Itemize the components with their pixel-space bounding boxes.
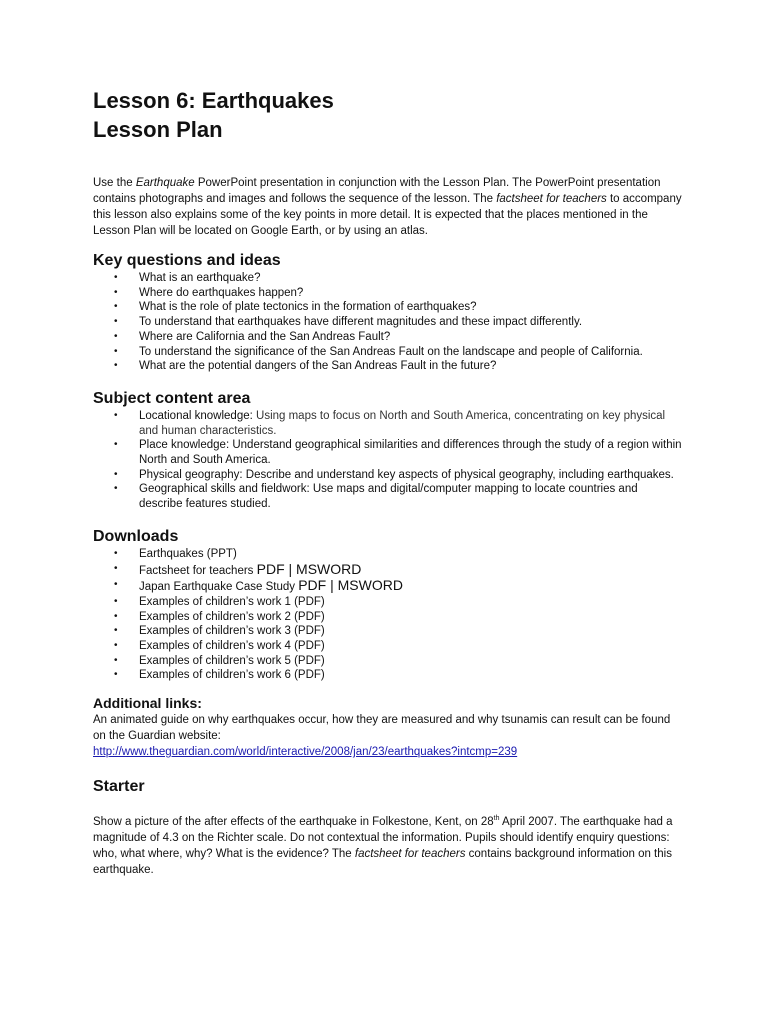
starter-superscript: th: [493, 815, 500, 823]
factsheet-pdf-link[interactable]: PDF: [256, 560, 285, 577]
item-label: Geographical skills and fieldwork:: [139, 483, 310, 496]
list-item: • Where are California and the San Andreas Fault?: [93, 330, 683, 345]
subject-content-list: [93, 409, 683, 512]
document-page: [93, 86, 683, 878]
download-factsheet: [93, 562, 683, 579]
intro-paragraph: [93, 175, 683, 239]
guardian-link[interactable]: http://www.theguardian.com/world/interactive/2008/jan/23/earthquakes?intcmp=239: [93, 746, 518, 759]
downloads-heading: Downloads: [93, 527, 179, 545]
japan-msword-link[interactable]: MSWORD: [337, 577, 403, 594]
japan-pdf-link[interactable]: PDF: [298, 577, 327, 594]
list-item: [93, 468, 683, 483]
starter-text-3: contains background information on this earthquake.: [93, 848, 672, 877]
additional-links-description: An animated guide on why earthquakes occur, how they are measured and why tsunamis can result can be found on the Guardian website:: [93, 714, 671, 743]
factsheet-msword-link[interactable]: MSWORD: [296, 560, 362, 577]
japan-label: Japan Earthquake Case Study: [139, 581, 299, 594]
download-example-work[interactable]: • Examples of children’s work 4 (PDF): [93, 639, 683, 654]
intro-text-2: PowerPoint presentation in conjunction with the Lesson Plan. The PowerPoint presentation contains photographs and images and follows the sequence of the lesson. The: [93, 177, 661, 205]
list-item: [93, 409, 683, 438]
page-title: [93, 86, 683, 144]
intro-text-3: to accompany this lesson also explains some of the key points in more detail. It is expected that the places mentioned in the Lesson Plan will be located on Google Earth, or by using an atlas.: [93, 193, 682, 237]
list-item: • What is an earthquake?: [93, 271, 683, 286]
separator: |: [326, 577, 338, 594]
additional-links-text: [93, 712, 683, 760]
key-questions-list: [93, 271, 683, 374]
starter-em-factsheet: factsheet for teachers: [354, 848, 466, 861]
download-example-work[interactable]: • Examples of children’s work 3 (PDF): [93, 624, 683, 639]
list-item: • What is the role of plate tectonics in the formation of earthquakes?: [93, 300, 683, 315]
intro-em-earthquake: Earthquake: [135, 177, 195, 189]
title-line-2: Lesson Plan: [93, 117, 223, 142]
list-item: [93, 438, 683, 467]
download-earthquakes-ppt[interactable]: • Earthquakes (PPT): [93, 547, 683, 562]
title-line-1: Lesson 6: Earthquakes: [93, 88, 334, 113]
separator: |: [284, 560, 297, 577]
subject-content-heading: Subject content area: [93, 389, 251, 407]
download-example-work[interactable]: • Examples of children’s work 1 (PDF): [93, 595, 683, 610]
downloads-list: [93, 547, 683, 683]
item-text: Describe and understand key aspects of physical geography, including earthquakes.: [242, 468, 674, 481]
starter-text-1: Show a picture of the after effects of the earthquake in Folkestone, Kent, on 28: [93, 816, 494, 829]
list-item: • What are the potential dangers of the San Andreas Fault in the future?: [93, 359, 683, 374]
download-japan-case-study: [93, 578, 683, 595]
key-questions-heading: Key questions and ideas: [93, 252, 281, 269]
item-label: Place knowledge:: [139, 439, 230, 452]
intro-text-1: Use the: [93, 177, 136, 189]
starter-heading: Starter: [93, 778, 145, 796]
item-text: Use maps and digital/computer mapping to locate countries and describe features studied.: [139, 483, 638, 511]
list-item: • Where do earthquakes happen?: [93, 286, 683, 301]
item-text: Using maps to focus on North and South America, concentrating on key physical and human characteristics.: [139, 409, 666, 437]
intro-em-factsheet: factsheet for teachers: [496, 193, 607, 205]
download-example-work[interactable]: • Examples of children’s work 2 (PDF): [93, 610, 683, 625]
download-example-work[interactable]: • Examples of children’s work 6 (PDF): [93, 668, 683, 683]
starter-paragraph: [93, 814, 683, 878]
item-label: Locational knowledge:: [139, 409, 253, 422]
list-item: [93, 482, 683, 511]
item-label: Physical geography:: [139, 468, 243, 481]
download-example-work[interactable]: • Examples of children’s work 5 (PDF): [93, 654, 683, 669]
starter-text-2: April 2007. The earthquake had a magnitude of 4.3 on the Richter scale. Do not contextual the information. Pupils should identify enquiry questions: who, what where, why? What is the evidence? The: [93, 816, 673, 861]
factsheet-label: Factsheet for teachers: [139, 564, 257, 577]
item-text: Understand geographical similarities and differences through the study of a region within North and South America.: [139, 439, 682, 467]
list-item: • To understand the significance of the San Andreas Fault on the landscape and people of California.: [93, 345, 683, 360]
list-item: • To understand that earthquakes have different magnitudes and these impact differently.: [93, 315, 683, 330]
additional-links-heading: Additional links:: [93, 695, 202, 712]
